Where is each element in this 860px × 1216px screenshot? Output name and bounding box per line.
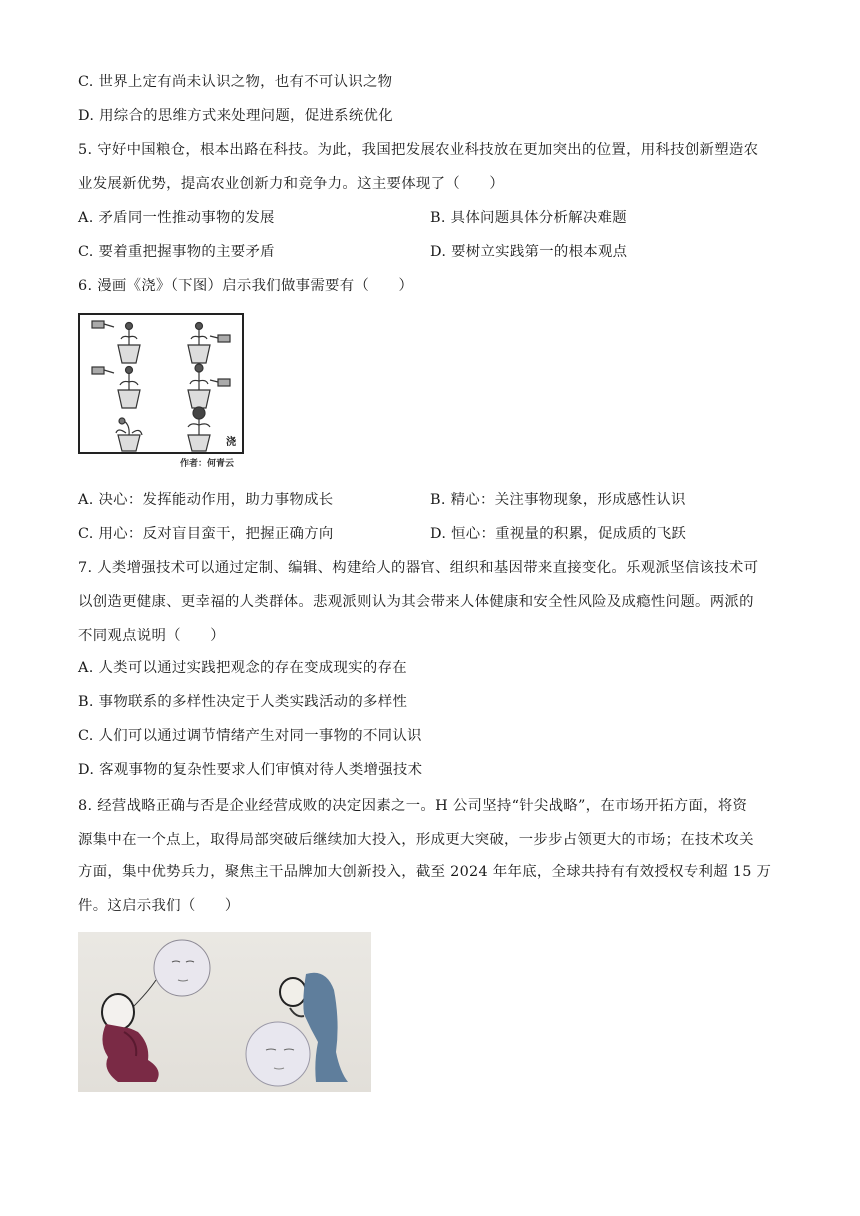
comic-drawing (80, 315, 242, 452)
q8-stem-line1: 8. 经营战略正确与否是企业经营成败的决定因素之一。H 公司坚持“针尖战略”，在市场开拓方面，将资 (78, 798, 748, 814)
q5-stem-line1: 5. 守好中国粮仓，根本出路在科技。为此，我国把发展农业科技放在更加突出的位置，用科技创新塑造农 (78, 142, 759, 158)
q5-option-d: D. 要树立实践第一的根本观点 (430, 244, 628, 260)
q5-option-a: A. 矛盾同一性推动事物的发展 (78, 210, 275, 226)
q7-stem-line1: 7. 人类增强技术可以通过定制、编辑、构建给人的器官、组织和基因带来直接变化。乐观派坚信该技术可 (78, 560, 759, 576)
q8-stem-line4: 件。这启示我们（ ） (78, 898, 240, 914)
q6-option-c: C. 用心：反对盲目蛮干，把握正确方向 (78, 526, 334, 542)
q6-stem: 6. 漫画《浇》（下图）启示我们做事需要有（ ） (78, 278, 414, 294)
q7-stem-line2: 以创造更健康、更幸福的人类群体。悲观派则认为其会带来人体健康和安全性风险及成瘾性问题。两派的 (78, 594, 754, 610)
q8-stem-line2: 源集中在一个点上，取得局部突破后继续加大投入，形成更大突破，一步步占领更大的市场；在技术攻关 (78, 832, 754, 848)
q8-stem-line3: 方面，集中优势兵力，聚焦主干品牌加大创新投入，截至 2024 年年底，全球共持有有效授权专利超 15 万 (78, 864, 772, 880)
q4-option-c: C. 世界上定有尚未认识之物，也有不可认识之物 (78, 74, 393, 90)
q6-option-b: B. 精心：关注事物现象，形成感性认识 (430, 492, 686, 508)
comic-title: 浇 (226, 437, 236, 448)
q6-option-a: A. 决心：发挥能动作用，助力事物成长 (78, 492, 334, 508)
q7-stem-line3: 不同观点说明（ ） (78, 628, 225, 644)
q4-option-d: D. 用综合的思维方式来处理问题，促进系统优化 (78, 108, 393, 124)
q7-option-a: A. 人类可以通过实践把观念的存在变成现实的存在 (78, 660, 407, 676)
masks-illustration (78, 932, 371, 1092)
q5-option-b: B. 具体问题具体分析解决难题 (430, 210, 627, 226)
q6-option-d: D. 恒心：重视量的积累，促成质的飞跃 (430, 526, 687, 542)
q5-stem-line2: 业发展新优势，提高农业创新力和竞争力。这主要体现了（ ） (78, 176, 505, 192)
q7-option-d: D. 客观事物的复杂性要求人们审慎对待人类增强技术 (78, 762, 423, 778)
q5-option-c: C. 要着重把握事物的主要矛盾 (78, 244, 275, 260)
watering-comic (78, 313, 244, 454)
illustration-drawing (78, 932, 371, 1092)
q7-option-c: C. 人们可以通过调节情绪产生对同一事物的不同认识 (78, 728, 422, 744)
comic-caption: 作者：何青云 (180, 459, 235, 469)
q7-option-b: B. 事物联系的多样性决定于人类实践活动的多样性 (78, 694, 408, 710)
